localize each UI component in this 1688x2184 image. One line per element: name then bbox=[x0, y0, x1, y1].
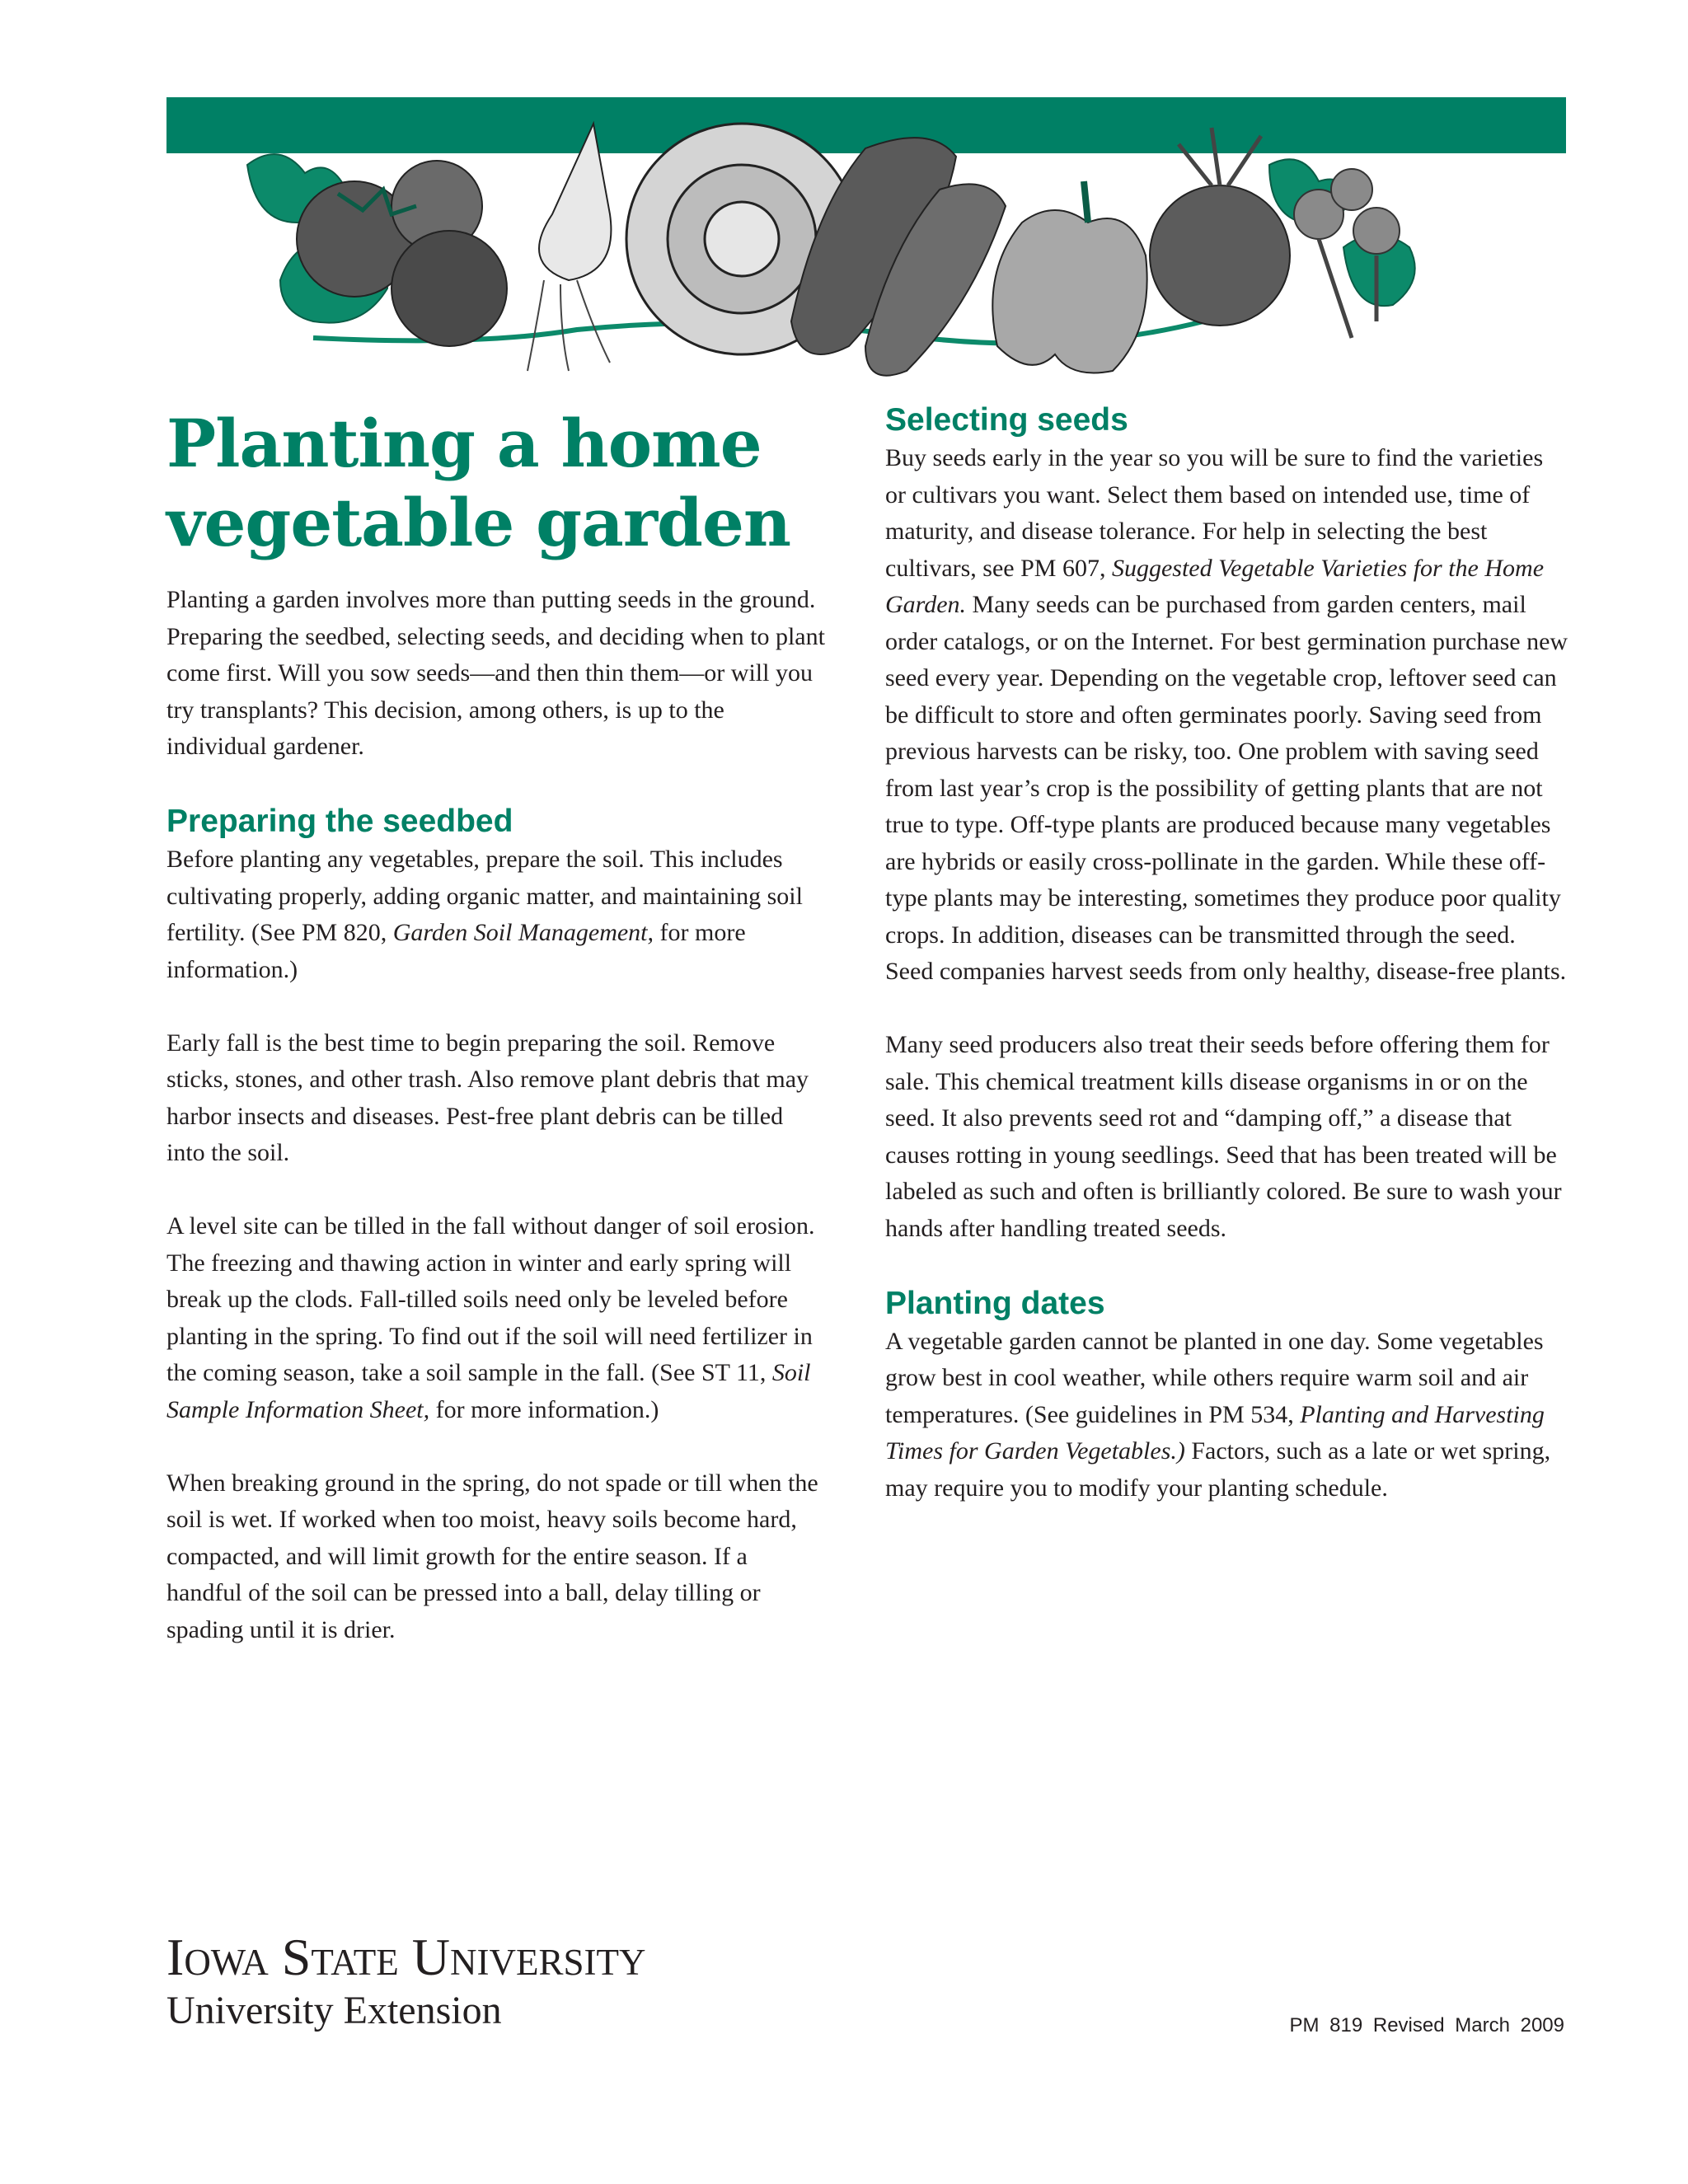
heading-selecting-seeds: Selecting seeds bbox=[885, 402, 1128, 438]
publication-info: PM 819 Revised March 2009 bbox=[1289, 2014, 1564, 2036]
heading-planting-dates: Planting dates bbox=[885, 1285, 1105, 1321]
seeds-paragraph-1: Buy seeds early in the year so you will be sure to find the varieties or cultivars you want. Select them based on intended use, time of maturity, and disease tolerance. For help in selecting the best cultivars, see PM 607, Suggested Vegetable Varieties for the Home Garden. Many seeds can be purchased from garden centers, mail order catalogs, or on the Internet. For best germination purchase new seed every year. Depending on the vegetable crop, leftover seed can be difficult to store and often germinates poorly. Saving seed from previous harvests can be risky, too. One problem with saving seed from last year’s crop is the possibility of getting plants that are not true to type. Off-type plants are produced because many vegetables are hybrids or easily cross-pollinate in the garden. While these off-type plants may be interesting, sometimes they produce poor quality crops. In addition, diseases can be transmitted through the seed. Seed companies harvest seeds from only healthy, disease-free plants. bbox=[885, 444, 1568, 985]
right-column bbox=[885, 396, 1569, 1544]
university-logo: Iowa State University bbox=[166, 1928, 646, 1986]
left-column bbox=[166, 396, 826, 1685]
intro-paragraph: Planting a garden involves more than putting seeds in the ground. Preparing the seedbed, selecting seeds, and deciding when to plant come first. Will you sow seeds—and then thin them—or will you try transplants? This decision, among others, is up to the individual gardener. bbox=[166, 586, 825, 760]
vegetable-illustration bbox=[231, 115, 1484, 379]
seedbed-paragraph-2: Early fall is the best time to begin preparing the soil. Remove sticks, stones, and other trash. Also remove plant debris that may harbor insects and diseases. Pest-free plant debris can be tilled into the soil. bbox=[166, 1029, 809, 1166]
seeds-paragraph-2: Many seed producers also treat their seeds before offering them for sale. This chemical treatment kills disease organisms in or on the seed. It also prevents seed rot and “damping off,” a disease that causes rotting in young seedlings. Seed that has been treated will be labeled as such and often is brilliantly colored. Be sure to wash your hands after handling treated seeds. bbox=[885, 1031, 1562, 1242]
seedbed-paragraph-4: When breaking ground in the spring, do not spade or till when the soil is wet. If worked when too moist, heavy soils become hard, compacted, and will limit growth for the entire season. If a handful of the soil can be pressed into a ball, delay tilling or spading until it is drier. bbox=[166, 1469, 818, 1643]
extension-name: University Extension bbox=[166, 1989, 502, 2032]
page-title: Planting a home vegetable garden bbox=[166, 405, 791, 561]
seedbed-paragraph-3: A level site can be tilled in the fall without danger of soil erosion. The freezing and thawing action in winter and early spring will break up the clods. Fall-tilled soils need only be leveled before planting in the spring. To find out if the soil will need fertilizer in the coming season, take a soil sample in the fall. (See ST 11, Soil Sample Information Sheet, for more information.) bbox=[166, 1212, 815, 1423]
dates-paragraph-1: A vegetable garden cannot be planted in one day. Some vegetables grow best in cool weather, while others require warm soil and air temperatures. (See guidelines in PM 534, Planting and Harvesting Times for Garden Vegetables.) Factors, such as a late or wet spring, may require you to modify your planting schedule. bbox=[885, 1327, 1551, 1502]
seedbed-paragraph-1: Before planting any vegetables, prepare the soil. This includes cultivating properly, adding organic matter, and maintaining soil fertility. (See PM 820, Garden Soil Management, for more information.) bbox=[166, 846, 803, 983]
heading-preparing-seedbed: Preparing the seedbed bbox=[166, 804, 513, 839]
